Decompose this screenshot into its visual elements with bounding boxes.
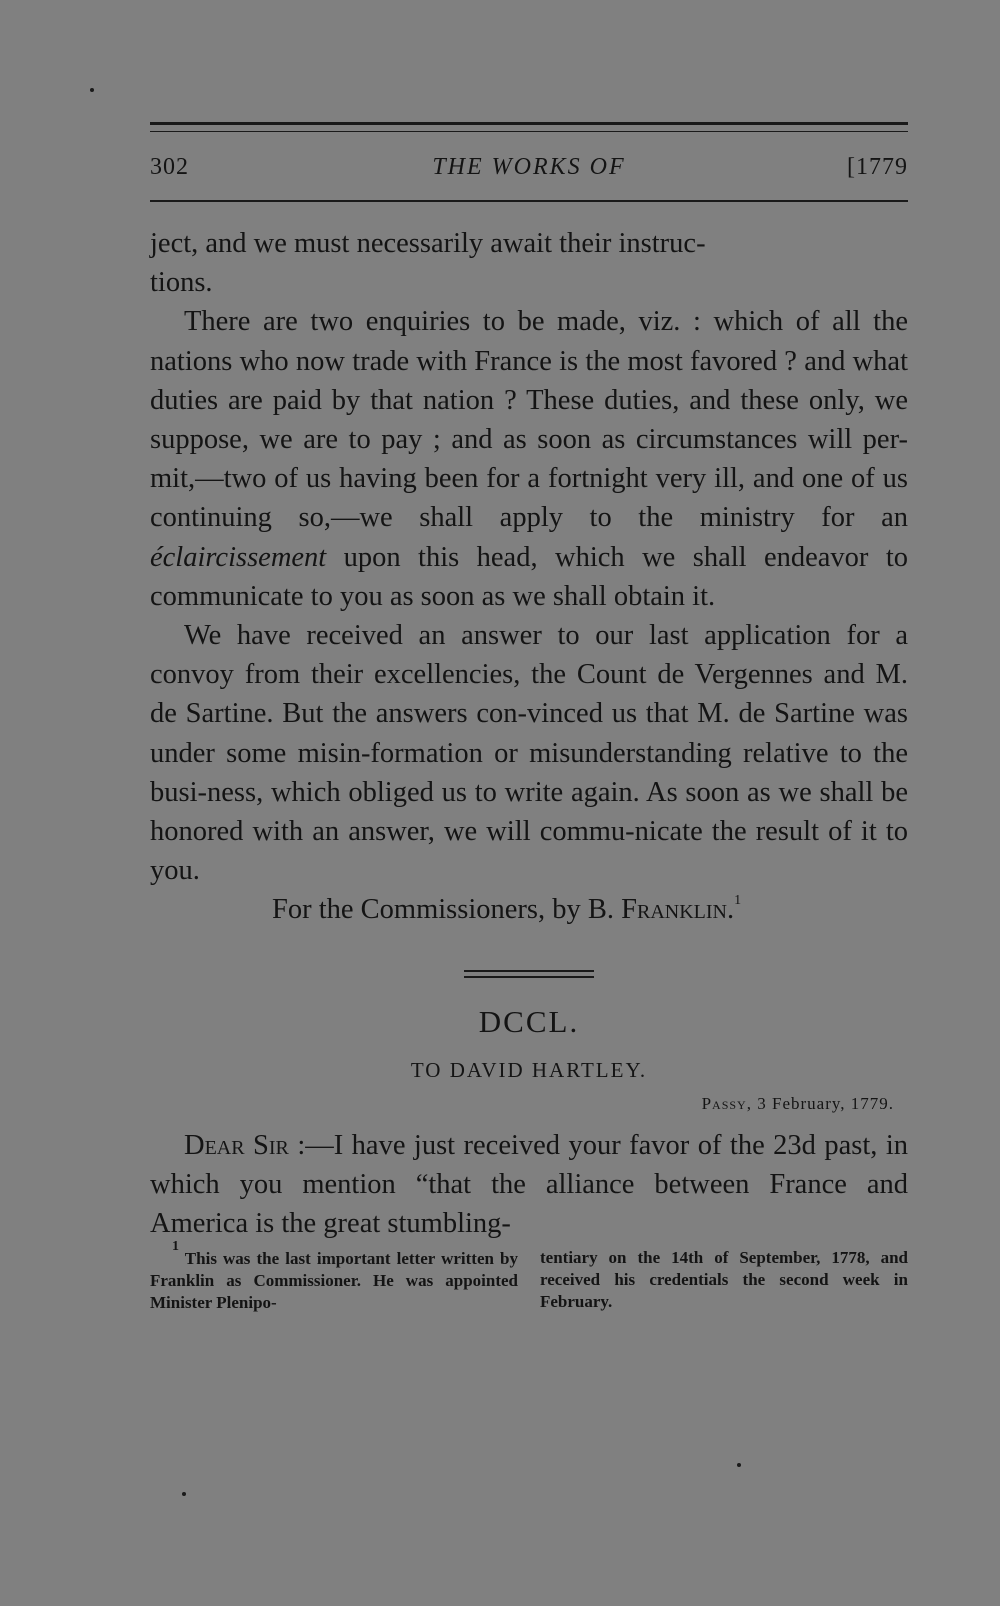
dateline-place: Passy, [701, 1093, 752, 1113]
paragraph-convoy: We have received an answer to our last application for a convoy from their excellencies, the Count de Vergennes and M. de Sartine. But the answers con-vinced us that M. de Sartine was under some misin-formation or misunderstanding relative to the busi-ness, which obliged us to write again. As soon as we shall be honored with an answer, we will commu-nicate the result of it to you. [150, 620, 908, 887]
letter-body-text: :—I have just received your favor of the 23d past, in which you mention “that the alliance between France and America is the great stumbling- [150, 1129, 909, 1240]
book-page [150, 122, 908, 1314]
italic-term: éclaircissement [150, 541, 327, 573]
paragraph-1-text-end: upon this head, which we shall endeavor to communicate to you as soon as we shall obtain it. [150, 541, 908, 612]
signature-line [150, 890, 908, 929]
footnote-column-right: tentiary on the 14th of September, 1778, and received his credentials the second week in February. [540, 1248, 908, 1312]
scan-speck [182, 1492, 186, 1496]
letter-recipient: TO DAVID HARTLEY. [410, 1057, 648, 1082]
continuation-line-2: tions. [150, 267, 213, 299]
letter-number: DCCL. [478, 1003, 580, 1039]
letter-opening-paragraph [150, 1126, 908, 1244]
header-rule-bottom [150, 200, 908, 202]
footnote-mark: 1 [172, 1239, 179, 1255]
letter-body [150, 1126, 908, 1244]
scan-speck [90, 88, 94, 92]
letter-dateline [150, 1094, 908, 1122]
continuation-paragraph [150, 224, 908, 302]
continuation-line-1: ject, and we must necessarily await their instruc- [150, 228, 706, 259]
footnote-text-left: This was the last important letter written by Franklin as Commissioner. He was appointed Minister Plenipo- [150, 1249, 518, 1313]
divider-rule-2 [464, 976, 594, 978]
dateline-date: 3 February, 1779. [757, 1093, 894, 1113]
section-divider [464, 970, 594, 978]
salutation: Dear Sir [184, 1129, 289, 1161]
signature-name: Franklin. [621, 894, 735, 926]
divider-rule-1 [464, 970, 594, 972]
paragraph-1-text: There are two enquiries to be made, viz. : which of all the nations who now trade with France is the most favored ? and what duties are paid by that nation ? These duties, and these only, we suppose, we are to pay ; and as soon as circumstances will per-mit,—two of us having been for a fortnight very ill, and one of us continuing so,—we shall apply to the ministry for an [150, 306, 908, 534]
running-title: THE WORKS OF [432, 154, 626, 180]
footnotes [150, 1239, 908, 1314]
running-year: [1779 [847, 154, 908, 180]
body-text [150, 224, 908, 930]
page-number: 302 [150, 154, 189, 180]
footnote-reference[interactable]: 1 [734, 893, 742, 909]
footnote-column-left [150, 1239, 518, 1314]
header-rule-thin [150, 131, 908, 132]
header-rule-thick [150, 122, 908, 125]
paragraph-enquiries [150, 302, 908, 616]
signature-prefix: For the Commissioners, by B. [272, 894, 615, 926]
running-head [150, 146, 908, 196]
scan-speck [737, 1463, 741, 1467]
